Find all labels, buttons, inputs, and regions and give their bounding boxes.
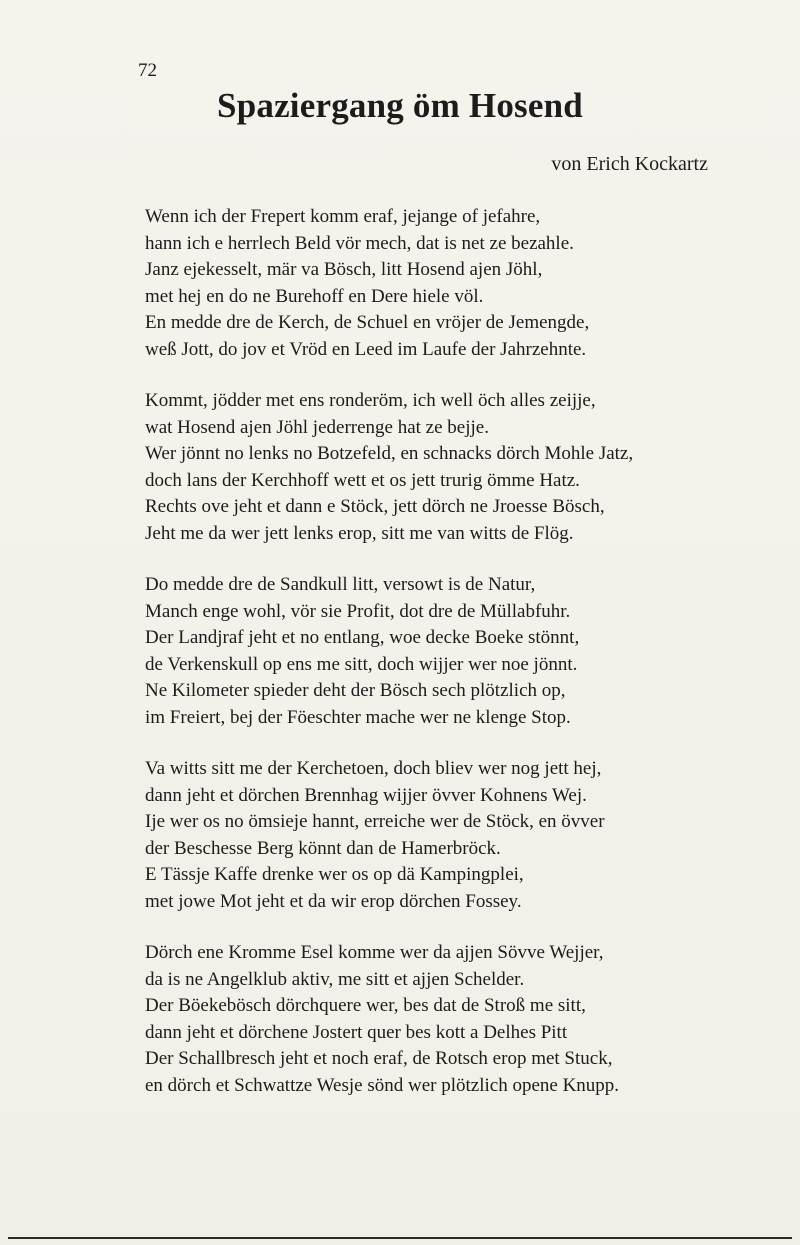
poem-line: hann ich e herrlech Beld vör mech, dat is net ze bezahle.: [145, 232, 574, 254]
poem-line: Rechts ove jeht et dann e Stöck, jett dörch ne Jroesse Bösch,: [145, 496, 605, 517]
page-number: 72: [138, 60, 157, 81]
stanza: [145, 388, 725, 547]
poem-line: im Freiert, bej der Föeschter mache wer ne klenge Stop.: [145, 706, 571, 728]
poem-line: En medde dre de Kerch, de Schuel en vröjer de Jemengde,: [145, 312, 590, 333]
poem-line: wat Hosend ajen Jöhl jederrenge hat ze bejje.: [145, 416, 489, 438]
poem-line: Manch enge wohl, vör sie Profit, dot dre de Müllabfuhr.: [145, 600, 571, 622]
poem-title: Spaziergang öm Hosend: [217, 86, 583, 125]
poem-line: der Beschesse Berg könnt dan de Hamerbröck.: [145, 837, 501, 859]
poem-line: Der Böekebösch dörchquere wer, bes dat de Stroß me sitt,: [145, 995, 586, 1016]
poem-line: E Tässje Kaffe drenke wer os op dä Kampingplei,: [145, 864, 524, 885]
poem-line: Janz ejekesselt, mär va Bösch, litt Hosend ajen Jöhl,: [145, 259, 543, 280]
stanza: [145, 572, 725, 731]
poem-line: doch lans der Kerchhoff wett et os jett trurig ömme Hatz.: [145, 469, 580, 491]
poem-line: weß Jott, do jov et Vröd en Leed im Laufe der Jahrzehnte.: [145, 338, 587, 360]
poem-body: [145, 204, 725, 1124]
poem-author: von Erich Kockartz: [551, 153, 708, 175]
poem-line: Va witts sitt me der Kerchetoen, doch bliev wer nog jett hej,: [145, 758, 602, 779]
poem-line: Wer jönnt no lenks no Botzefeld, en schnacks dörch Mohle Jatz,: [145, 443, 634, 464]
stanza: [145, 940, 725, 1099]
poem-line: Wenn ich der Frepert komm eraf, jejange of jefahre,: [145, 206, 541, 227]
stanza: [145, 756, 725, 915]
poem-line: met hej en do ne Burehoff en Dere hiele völ.: [145, 285, 484, 307]
poem-line: Der Schallbresch jeht et noch eraf, de Rotsch erop met Stuck,: [145, 1048, 613, 1069]
poem-line: Ije wer os no ömsieje hannt, erreiche wer de Stöck, en övver: [145, 811, 605, 832]
poem-line: en dörch et Schwattze Wesje sönd wer plötzlich opene Knupp.: [145, 1074, 620, 1096]
poem-line: Jeht me da wer jett lenks erop, sitt me van witts de Flög.: [145, 522, 574, 544]
poem-line: de Verkenskull op ens me sitt, doch wijjer wer noe jönnt.: [145, 653, 578, 675]
stanza: [145, 204, 725, 363]
poem-line: Kommt, jödder met ens ronderöm, ich well öch alles zeijje,: [145, 390, 596, 411]
poem-line: met jowe Mot jeht et da wir erop dörchen Fossey.: [145, 890, 522, 912]
poem-line: Do medde dre de Sandkull litt, versowt is de Natur,: [145, 574, 536, 595]
poem-line: Der Landjraf jeht et no entlang, woe decke Boeke stönnt,: [145, 627, 580, 648]
poem-line: dann jeht et dörchene Jostert quer bes kott a Delhes Pitt: [145, 1021, 568, 1043]
poem-line: Dörch ene Kromme Esel komme wer da ajjen Sövve Wejjer,: [145, 942, 604, 963]
poem-line: dann jeht et dörchen Brennhag wijjer övver Kohnens Wej.: [145, 784, 587, 806]
poem-line: da is ne Angelklub aktiv, me sitt et ajjen Schelder.: [145, 968, 525, 990]
poem-line: Ne Kilometer spieder deht der Bösch sech plötzlich op,: [145, 680, 566, 701]
page-bottom-rule: [8, 1237, 792, 1239]
